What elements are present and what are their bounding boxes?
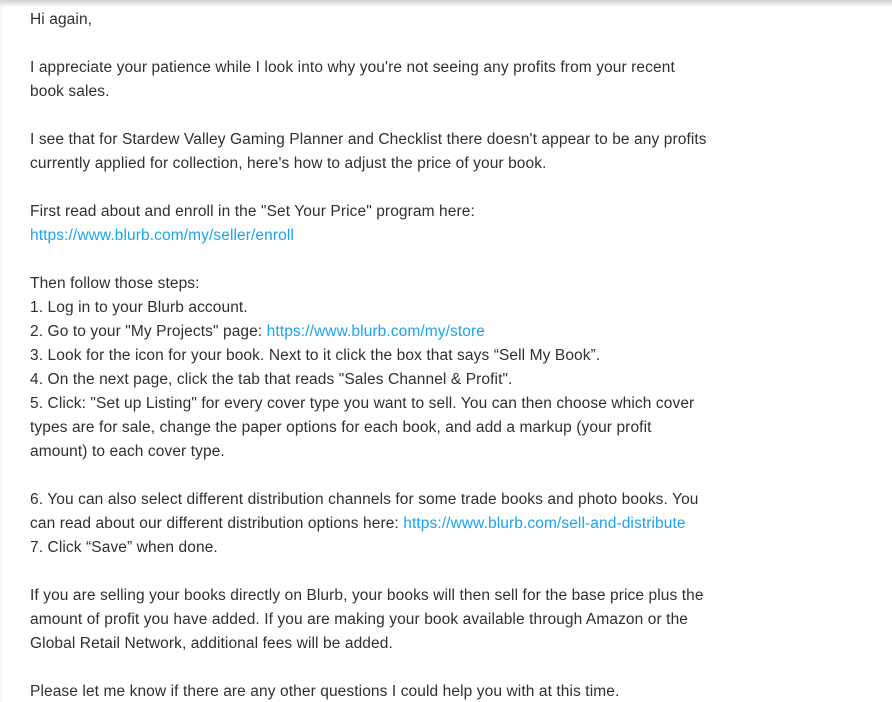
paragraph	[30, 272, 775, 464]
text-line	[30, 296, 775, 320]
text-line	[30, 8, 775, 32]
left-edge-shadow	[0, 6, 4, 702]
text-segment: Hi again,	[30, 11, 93, 28]
text-line	[30, 344, 775, 368]
text-segment: If you are selling your books directly on Blurb, your books will then sell for the base price plus the	[30, 587, 704, 604]
text-line	[30, 632, 775, 656]
text-segment: 6. You can also select different distribution channels for some trade books and photo books. You	[30, 491, 699, 508]
hyperlink[interactable]: https://www.blurb.com/my/seller/enroll	[30, 227, 294, 244]
text-segment: 4. On the next page, click the tab that reads "Sales Channel & Profit".	[30, 371, 513, 388]
text-line	[30, 56, 775, 80]
text-line	[30, 80, 775, 104]
text-line	[30, 152, 775, 176]
text-line	[30, 368, 775, 392]
text-segment: Then follow those steps:	[30, 275, 200, 292]
paragraph	[30, 584, 775, 656]
text-segment: 5. Click: "Set up Listing" for every cover type you want to sell. You can then choose which cover	[30, 395, 695, 412]
text-line	[30, 272, 775, 296]
text-line	[30, 224, 775, 248]
text-line	[30, 512, 775, 536]
text-line	[30, 584, 775, 608]
text-line	[30, 128, 775, 152]
paragraph	[30, 56, 775, 104]
text-segment: Global Retail Network, additional fees will be added.	[30, 635, 393, 652]
text-segment: First read about and enroll in the "Set Your Price" program here:	[30, 203, 475, 220]
text-segment: I see that for Stardew Valley Gaming Planner and Checklist there doesn't appear to be any profits	[30, 131, 707, 148]
text-segment: amount of profit you have added. If you are making your book available through Amazon or the	[30, 611, 689, 628]
paragraph	[30, 680, 775, 702]
text-line	[30, 488, 775, 512]
hyperlink[interactable]: https://www.blurb.com/my/store	[266, 323, 486, 340]
paragraph	[30, 200, 775, 248]
text-line	[30, 392, 775, 416]
text-segment: types are for sale, change the paper options for each book, and add a markup (your profit	[30, 419, 652, 436]
text-segment: 7. Click “Save” when done.	[30, 539, 218, 556]
text-segment: Please let me know if there are any other questions I could help you with at this time.	[30, 683, 620, 700]
text-line	[30, 680, 775, 702]
text-segment: 2. Go to your "My Projects" page:	[30, 323, 267, 340]
text-segment: can read about our different distribution options here:	[30, 515, 404, 532]
text-segment: currently applied for collection, here's how to adjust the price of your book.	[30, 155, 547, 172]
text-line	[30, 320, 775, 344]
text-segment: 3. Look for the icon for your book. Next to it click the box that says “Sell My Book”.	[30, 347, 601, 364]
text-line	[30, 608, 775, 632]
text-segment: 1. Log in to your Blurb account.	[30, 299, 248, 316]
paragraph	[30, 128, 775, 176]
text-line	[30, 416, 775, 440]
text-segment: book sales.	[30, 83, 110, 100]
paragraph	[30, 8, 775, 32]
text-segment: amount) to each cover type.	[30, 443, 225, 460]
window-top-border	[0, 0, 892, 6]
text-line	[30, 440, 775, 464]
text-line	[30, 536, 775, 560]
paragraph	[30, 488, 775, 560]
email-message-body	[30, 8, 775, 702]
text-segment: I appreciate your patience while I look into why you're not seeing any profits from your recent	[30, 59, 675, 76]
hyperlink[interactable]: https://www.blurb.com/sell-and-distribute	[403, 515, 686, 532]
text-line	[30, 200, 775, 224]
